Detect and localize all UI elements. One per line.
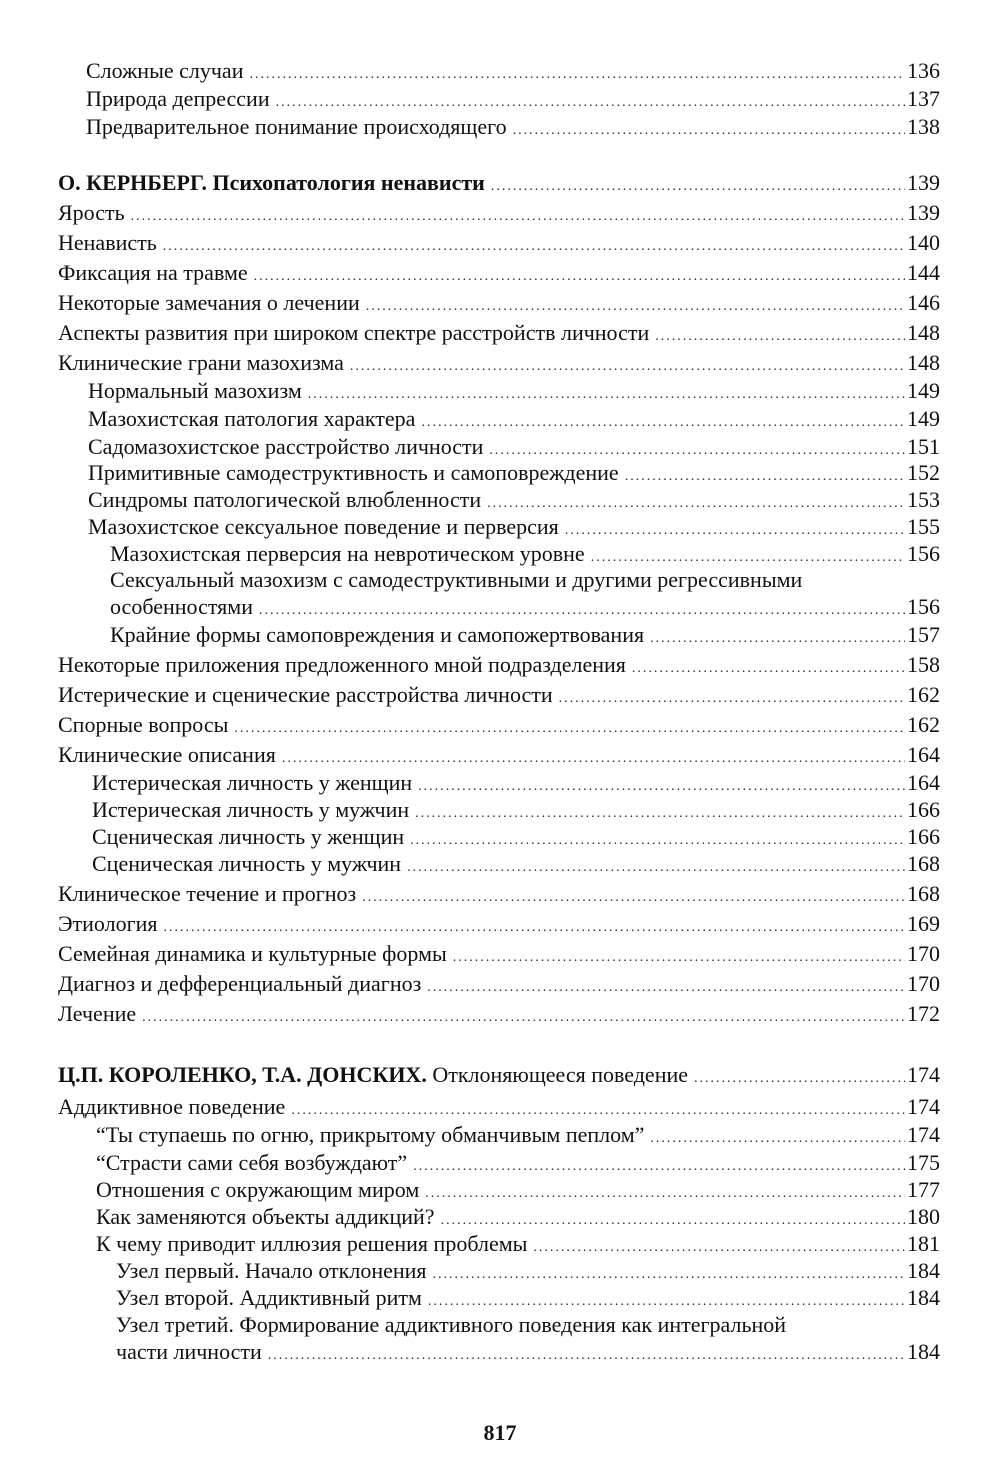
toc-entry-title: Отношения с окружающим миром <box>96 1177 420 1202</box>
page-ref: 164 <box>907 770 940 795</box>
toc-entry <box>0 348 1000 378</box>
toc-entry-line <box>58 228 940 262</box>
toc-entry-title: Мазохистская перверсия на невротическом уровне <box>110 541 585 566</box>
toc-entry-title: Сценическая личность у женщин <box>92 824 405 849</box>
toc-entry-title: Узел второй. Аддиктивный ритм <box>116 1285 422 1310</box>
toc-entry-line <box>110 620 940 654</box>
toc-entry-title: Клинические грани мазохизма <box>58 350 344 375</box>
page-ref: 166 <box>907 824 940 849</box>
page-ref: 139 <box>907 170 940 195</box>
dot-leader <box>142 1003 905 1033</box>
page-ref: 170 <box>907 941 940 966</box>
toc-entry-title: К чему приводит иллюзия решения проблемы <box>96 1231 528 1256</box>
toc-entry <box>0 879 1000 909</box>
page-ref: 162 <box>907 682 940 707</box>
toc-entry-title: Истерические и сценические расстройства личности <box>58 682 553 707</box>
page-ref: 184 <box>907 1339 940 1364</box>
toc-entry-title: Сложные случаи <box>86 58 244 83</box>
toc-entry-line <box>116 1337 940 1371</box>
toc-entry-title: Сценическая личность у мужчин <box>92 851 402 876</box>
toc-entry <box>0 740 1000 770</box>
toc-entry-line <box>58 1060 940 1094</box>
toc-entry-title: Фиксация на травме <box>58 260 248 285</box>
toc-entry-title: Аспекты развития при широком спектре расстройств личности <box>58 320 650 345</box>
toc-entry-title: Как заменяются объекты аддикций? <box>96 1204 435 1229</box>
page-ref: 153 <box>907 487 940 512</box>
dot-leader <box>694 1064 905 1094</box>
page-ref: 137 <box>907 86 940 111</box>
page-ref: 149 <box>907 406 940 431</box>
page-ref: 146 <box>907 290 940 315</box>
toc-entry-line <box>58 909 940 943</box>
toc-entry <box>0 969 1000 999</box>
toc-entry <box>0 318 1000 348</box>
toc-entry <box>0 822 1000 852</box>
toc-entry-title: Примитивные самодеструктивность и самоповреждение <box>88 460 619 485</box>
toc-entry <box>0 909 1000 939</box>
toc-entry-title: Ярость <box>58 200 125 225</box>
toc-entry-line <box>58 879 940 913</box>
toc-entry-multiline <box>0 565 1000 595</box>
page-ref: 152 <box>907 460 940 485</box>
page-ref: 175 <box>907 1150 940 1175</box>
toc-entry <box>0 458 1000 488</box>
toc-entry <box>0 939 1000 969</box>
page-ref: 156 <box>907 541 940 566</box>
page-ref: 158 <box>907 652 940 677</box>
page-ref: 155 <box>907 514 940 539</box>
toc-entry-title: Некоторые замечания о лечении <box>58 290 360 315</box>
toc-entry <box>0 376 1000 406</box>
toc-entry-title: особенностями <box>110 594 253 619</box>
toc-entry-title: Предварительное понимание происходящего <box>86 114 507 139</box>
toc-entry <box>0 620 1000 650</box>
page-ref: 149 <box>907 378 940 403</box>
dot-leader <box>268 1341 905 1371</box>
toc-entry-title: Клинические описания <box>58 742 276 767</box>
toc-entry <box>0 1120 1000 1150</box>
toc-entry-multiline <box>0 1310 1000 1340</box>
toc-entry-title: Мазохистская патология характера <box>88 406 416 431</box>
toc-entry-line <box>58 939 940 973</box>
toc-entry-line <box>58 710 940 744</box>
toc-entry-line <box>58 288 940 322</box>
toc-entry-line <box>58 999 940 1033</box>
page-ref: 166 <box>907 797 940 822</box>
page-ref: 151 <box>907 434 940 459</box>
page-ref: 168 <box>907 881 940 906</box>
page-ref: 174 <box>907 1122 940 1147</box>
toc-entry-title: Истерическая личность у мужчин <box>92 797 410 822</box>
page-ref: 168 <box>907 851 940 876</box>
page-number: 817 <box>483 1420 517 1445</box>
toc-entry-line <box>92 849 940 883</box>
toc-entry <box>0 485 1000 515</box>
toc-entry <box>0 288 1000 318</box>
toc-entry-title: Нормальный мазохизм <box>88 378 302 403</box>
section-author: Ц.П. КОРОЛЕНКО, Т.А. ДОНСКИХ. <box>58 1062 427 1087</box>
toc-entry <box>0 710 1000 740</box>
toc-entry-line <box>58 258 940 292</box>
toc-entry <box>0 592 1000 622</box>
toc-entry-title: Спорные вопросы <box>58 712 229 737</box>
toc-entry <box>0 1283 1000 1313</box>
page-ref: 139 <box>907 200 940 225</box>
toc-entry-title-line1: Сексуальный мазохизм с самодеструктивными и другими регрессивными <box>110 567 803 592</box>
toc-section-heading <box>0 1060 1000 1090</box>
dot-leader <box>513 116 905 146</box>
toc-entry-line <box>58 198 940 232</box>
toc-entry <box>0 1337 1000 1367</box>
toc-entry-title: “Страсти сами себя возбуждают” <box>96 1150 408 1175</box>
toc-entry <box>0 1092 1000 1122</box>
toc-entry <box>0 512 1000 542</box>
page-ref: 144 <box>907 260 940 285</box>
toc-entry-title: Клиническое течение и прогноз <box>58 881 357 906</box>
section-author: О. КЕРНБЕРГ. <box>58 170 207 195</box>
page-ref: 138 <box>907 114 940 139</box>
toc-entry <box>0 198 1000 228</box>
toc-entry-title: Садомазохистское расстройство личности <box>88 434 484 459</box>
toc-entry <box>0 404 1000 434</box>
toc-entry-title: Природа депрессии <box>86 86 270 111</box>
toc-entry-title: Мазохистское сексуальное поведение и перверсия <box>88 514 559 539</box>
toc-entry-title: Лечение <box>58 1001 137 1026</box>
toc-entry-title <box>58 168 485 198</box>
toc-entry-title: Семейная динамика и культурные формы <box>58 941 447 966</box>
toc-entry-title: Этиология <box>58 911 158 936</box>
toc-entry-line <box>58 969 940 1003</box>
page-ref: 170 <box>907 971 940 996</box>
toc-entry <box>0 650 1000 680</box>
toc-entry-line <box>58 680 940 714</box>
page-ref: 180 <box>907 1204 940 1229</box>
toc-entry <box>0 680 1000 710</box>
toc-entry <box>0 84 1000 114</box>
toc-entry-title: Крайние формы самоповреждения и самопожертвования <box>110 622 645 647</box>
page-ref: 136 <box>907 58 940 83</box>
toc-entry <box>0 56 1000 86</box>
page-ref: 148 <box>907 320 940 345</box>
toc-entry-line <box>58 168 940 202</box>
page-ref: 157 <box>907 622 940 647</box>
page-ref: 156 <box>907 594 940 619</box>
toc-entry-line <box>58 318 940 352</box>
page-ref: 172 <box>907 1001 940 1026</box>
toc-entry <box>0 849 1000 879</box>
page-ref: 162 <box>907 712 940 737</box>
toc-entry <box>0 768 1000 798</box>
toc-entry-title-line1: Узел третий. Формирование аддиктивного поведения как интегральной <box>116 1312 787 1337</box>
toc-entry-title: Некоторые приложения предложенного мной подразделения <box>58 652 626 677</box>
toc-section-heading <box>0 168 1000 198</box>
page-ref: 181 <box>907 1231 940 1256</box>
toc-entry <box>0 228 1000 258</box>
toc-entry <box>0 999 1000 1029</box>
page-ref: 164 <box>907 742 940 767</box>
toc-entry-title: Истерическая личность у женщин <box>92 770 413 795</box>
toc-entry <box>0 1256 1000 1286</box>
toc-entry-title: Узел первый. Начало отклонения <box>116 1258 427 1283</box>
toc-entry-title <box>58 1060 688 1090</box>
toc-entry <box>0 1175 1000 1205</box>
toc-entry <box>0 795 1000 825</box>
toc-entry-line <box>58 650 940 684</box>
toc-entry <box>0 258 1000 288</box>
toc-entry-title: “Ты ступаешь по огню, прикрытому обманчивым пеплом” <box>96 1122 645 1147</box>
page-ref: 177 <box>907 1177 940 1202</box>
toc-entry-title: Аддиктивное поведение <box>58 1094 286 1119</box>
toc-entry <box>0 1229 1000 1259</box>
page-ref: 174 <box>907 1062 940 1087</box>
section-title: Психопатология ненависти <box>212 170 485 195</box>
toc-entry-title: Ненависть <box>58 230 157 255</box>
toc-entry-title: Диагноз и дефференциальный диагноз <box>58 971 422 996</box>
page-ref: 148 <box>907 350 940 375</box>
toc-entry-title: части личности <box>116 1339 262 1364</box>
section-title: Отклоняющееся поведение <box>432 1062 689 1087</box>
toc-entry <box>0 112 1000 142</box>
toc-entry-line <box>86 112 940 146</box>
toc-entry <box>0 1202 1000 1232</box>
page-ref: 140 <box>907 230 940 255</box>
toc-entry-title: Синдромы патологической влюбленности <box>88 487 482 512</box>
page-ref: 184 <box>907 1258 940 1283</box>
page-ref: 184 <box>907 1285 940 1310</box>
page-ref: 174 <box>907 1094 940 1119</box>
page-ref: 169 <box>907 911 940 936</box>
toc-entry <box>0 1148 1000 1178</box>
